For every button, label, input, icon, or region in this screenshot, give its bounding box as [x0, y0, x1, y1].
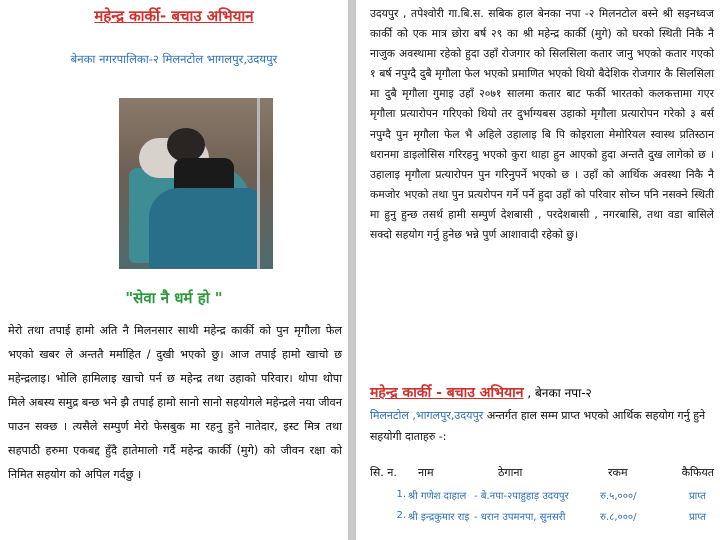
story-paragraph: उदयपुर , तपेश्वोरी गा.बि.स. सबिक हाल बेनका नपा -२ मिलनटोल बस्ने श्री सइनध्वज कार्की को एक मात्र छोरा बर्ष २९ का श्री महेन्द्र कार्की (मुगे) को घरको स्थिती निकै नै नाजुक अवस्थामा रहेको हुदा उहाँ रोजगार को सिलसिला कतार जानु भएको कतार गएको १ बर्ष नपुग्दै दुबै मृगौला फेल भएको प्रमाणित भएको थियो बैदेशिक रोजगार कै सिलसिला मा दुबै मृगौला गुमाइ उहाँ २०७१ सालमा कतार बाट फर्की भारतको कलकत्तामा गएर मृगौला प्रत्यारोपन गरिएको थियो तर दुर्भाग्यबस उहाको मृगौला प्रत्यारोपन गरेको ३ बर्स नपुग्दै पुन मृगौला फेल भै अहिले उहालाइ बि पि कोइराला मेमोरियल स्वास्थ प्रतिस्ठान धरानमा डाइलोसिस गरिरहनु भएको कुरा थाहा हुन आएको हुदा अन्ततै दुख लागेको छ । उहालाइ मृगौला प्रत्यारोपन पुन गरिनुपर्ने भएको छ । उहाँ को आर्थिक अवस्था निकै नै कमजोर भएको तथा पुन प्रत्यरोपन गर्ने पर्ने हुदा उहाँ को परिवार सोच्न पनि नसक्ने स्थिती मा हुनु हुन्छ तसर्थ हामी सम्पुर्ण देशबासी , परदेशबासी , नगरबासि, तथा वडा बासिले सक्दो सहयोग गर्नु हुनेछ भन्ने पुर्ण आशावादी रहेको छु। [370, 7, 714, 242]
row-amount: रु.५,०००/ [600, 490, 637, 502]
row-address: - बे.नपा-२पाहुहाड़ उदयपुर [474, 490, 569, 502]
slogan: "सेवा नै धर्म हो " [125, 289, 223, 307]
table-row [370, 505, 714, 526]
row-name: श्री इन्द्रकुमार राइ [408, 511, 470, 523]
appeal-paragraph: मेरो तथा तपाई हामो अति नै मिलनसार साथी महेन्द्र कार्की को पुन मृगौला फेल भएको खबर ले अन्ततै मर्माहित / दुखी भएको छु। आज तपाई हामो खाचो छ महेन्द्रलाइ। भोलि हामिलाइ खाचो पर्न छ महेन्द्र तथा उहाको परिवार। थोपा थोपा मिले अबस्य समुद्र बन्छ भने झै तपाई हामो सानो सानो सहयोगले महेन्द्रले नया जीवन पाउन सक्छ । त्यसैले सम्पुर्ण मेरो फेसबुक मा रहनु हुने नातेदार, इस्ट मित्र तथा सहपाठी हरुमा एकबद्द हुँदै हातेमालो गर्दै महेन्द्र कार्की (मुगे) को जीवन रक्षा को निमित सहयोग को अपिल गर्दछु । [8, 324, 342, 481]
campaign-title: महेन्द्र कार्की- बचाउ अभियान [94, 7, 254, 25]
right-page [356, 0, 720, 540]
header-address: ठेगाना [498, 466, 523, 479]
row-sn: 1. [396, 489, 406, 500]
patient-photo [119, 98, 273, 269]
header-name: नाम [418, 466, 434, 479]
row-remark: प्राप्त [688, 490, 706, 502]
header-sn: सि. न. [370, 466, 397, 479]
row-remark: प्राप्त [688, 511, 706, 523]
donors-intro-text: अन्तर्गत हाल सम्म प्राप्त भएको आर्थिक सहयोग गर्नु हुने सहयोगी दाताहरु -: [370, 409, 706, 443]
iv-pole-shape [257, 98, 260, 269]
patient-head-shape [167, 128, 205, 162]
row-address: - धरान उपमनपा, सुनसरी [474, 511, 566, 523]
left-page [0, 0, 348, 540]
donors-intro [370, 405, 714, 447]
row-name: श्री गणेश दाहाल [408, 490, 467, 502]
blanket-shape [149, 188, 259, 268]
table-row [370, 484, 714, 505]
header-remark: कैफियत [681, 466, 714, 479]
header-amount: रकम [608, 466, 628, 479]
address-subtitle: बेनका नगरपालिका-२ मिलनटोल भागलपुर,उदयपुर [70, 52, 278, 66]
donor-table [370, 461, 714, 526]
campaign-heading-line [370, 383, 714, 402]
campaign-heading-suffix: , बेनका नपा-२ [527, 386, 592, 400]
table-header-row [370, 461, 714, 484]
row-sn: 2. [396, 510, 406, 521]
row-amount: रु.८,०००/ [600, 511, 637, 523]
location-text: मिलनटोल ,भागलपुर,उदयपुर [370, 409, 484, 422]
campaign-heading: महेन्द्र कार्की - बचाउ अभियान [370, 385, 524, 401]
